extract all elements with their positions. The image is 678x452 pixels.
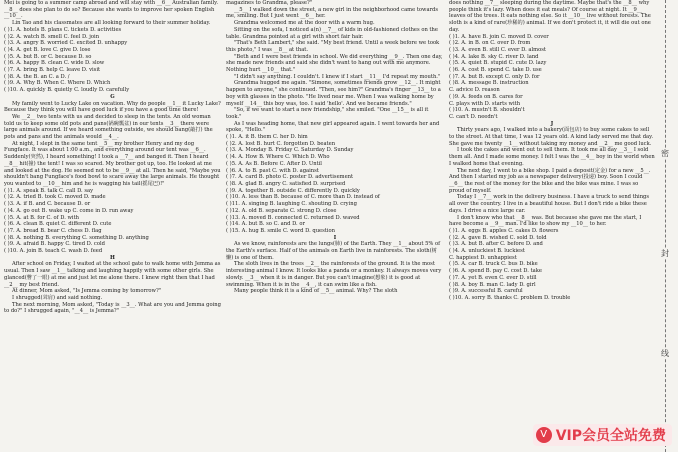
paragraph: Today I __7__ work in the delivery business. I have a truck to send things all over the country. I live in a beautiful house. But I don't ride a bike these days. I drive a nice large car. xyxy=(449,194,650,214)
options-list-h xyxy=(226,134,444,235)
option-row: ( )2. A. tried B. took C. moved D. made xyxy=(4,194,106,201)
option-row: ( )6. A. happy B. clean C. wide D. slow xyxy=(4,60,105,67)
option-row: ( )9. A. together B. outside C. differently D. quickly xyxy=(226,187,360,194)
section-heading-i: I xyxy=(333,234,337,241)
intro-passage xyxy=(4,0,221,27)
option-row: ( )7. A. bread B. bear C. chess D. flag xyxy=(4,227,102,234)
paragraph: The sloth lives in the trees __2__ the rainforests of the ground. It is the most interesting animal I know. It looks like a panda or a monkey. It always moves very slowly. __3__ when it is in danger. But you can't imagine(想象) it is good at swimming. When it is in the __4__, it can swim like a fish. xyxy=(226,261,442,288)
option-row: ( )15. A. hug B. smile C. word D. question xyxy=(226,227,335,234)
section-heading-j: J xyxy=(550,120,554,127)
option-row: ( )3. A. angry B. worried C. excited D. unhappy xyxy=(4,40,128,47)
option-row: ( )7. A. bring B. help C. leave D. visit xyxy=(4,67,101,74)
option-row: ( )9. A. afraid B. happy C. tired D. cold xyxy=(4,241,105,248)
option-row: ( )10. A. sorry B. thanks C. problem D. trouble xyxy=(449,294,571,301)
option-row: ( )1. A. eggs B. apples C. cakes D. flowers xyxy=(449,227,559,234)
option-row: ( )6. A. cost B. spend C. take D. use xyxy=(449,67,542,74)
option-row: C. advice D. reason xyxy=(449,87,500,94)
option-row: ( )9. A. feeds on B. cares for xyxy=(449,93,523,100)
options-list-g xyxy=(4,188,221,255)
margin-char-mi: 密 xyxy=(661,149,669,158)
option-row: ( )2. A. watch B. smell C. feel D. join xyxy=(4,33,100,40)
section-heading-g: G xyxy=(110,93,115,100)
option-row: ( )7. A. but B. except C. only D. for xyxy=(449,73,540,80)
option-row: ( )5. A. but B. or C. because D. so xyxy=(4,53,92,60)
options-list-i xyxy=(449,34,655,121)
seal-line-divider xyxy=(665,0,667,452)
paragraph: Lin Tao and his classmates are all looking forward to their summer holiday. xyxy=(12,20,211,27)
option-row: ( )1. A. have B. join C. moved D. cover xyxy=(449,33,549,40)
option-row: ( )3. A. if B. and C. because D. or xyxy=(4,201,91,208)
paragraph: The next day, I went to a bike shop. I paid a deposit(定金) for a new __5__. And then I started my job as a newspaper delivery(投递) boy. Soon I could __6__ the rest of the money for the bike and the bike was mine. I was so proud of myself. xyxy=(449,167,651,194)
option-row: ( )3. A. even B. still C. ever D. almost xyxy=(449,46,546,53)
option-row: ( )8. A. the B. an C. a D. / xyxy=(4,73,70,80)
option-row: ( )5. A. As B. Before C. After D. Until xyxy=(226,160,322,167)
passage-j xyxy=(449,127,655,228)
paragraph: My family went to Lucky Lake on vacation. Why do people __1__ it Lucky Lake? Because they think you will have good luck if you have a good time there! xyxy=(4,100,221,114)
option-row: ( )2. A. in B. on C. over D. from xyxy=(449,40,531,47)
margin-char-feng: 封 xyxy=(661,249,669,258)
option-row: ( )11. A. singing B. laughing C. shouting D. crying xyxy=(226,201,357,208)
vip-banner[interactable] xyxy=(533,424,672,446)
option-row: ( )14. A. but B. so C. and D. or xyxy=(226,221,305,228)
paragraph: As I was heading home, that new girl appeared again. I went towards her and spoke, "Hello." xyxy=(226,120,440,134)
paragraph: magazines to Grandma, please?" xyxy=(226,0,313,6)
column-3 xyxy=(449,0,655,452)
option-row: ( )4. A. unluckiest B. luckiest xyxy=(449,248,525,255)
option-row: ( )10. A. mustn't B. shouldn't xyxy=(449,107,525,114)
option-row: ( )13. A. moved B. connected C. returned D. waved xyxy=(226,214,360,221)
paragraph: __5__ I walked down the street, a new girl in the neighborhood came towards me, smiling. But I just went __6__ her. xyxy=(226,6,439,20)
option-row: C. plays with D. starts with xyxy=(449,100,521,107)
vip-banner-text: VIP会员全站免费 xyxy=(555,428,666,444)
vip-icon: V xyxy=(536,427,552,443)
option-row: ( )8. A. glad B. angry C. satisfied D. surprised xyxy=(226,180,346,187)
option-row: ( )10. A. quickly B. quietly C. loudly D. carefully xyxy=(4,87,130,94)
option-row: ( )5. A. car B. truck C. bus D. bike xyxy=(449,261,538,268)
passage-g xyxy=(4,101,221,188)
margin-char-xian: 线 xyxy=(661,349,669,358)
option-row: ( )3. A. Monday B. Friday C. Saturday D. Sunday xyxy=(226,147,354,154)
option-row: ( )10. A. join B. teach C. wash D. feed xyxy=(4,248,103,255)
paragraph: Many people think it is a kind of __5__ animal. Why? The sloth xyxy=(234,288,398,295)
paragraph: "That's Beth Lambert," she said. "My best friend. Until a week before we took this photo," I was __8__ at that. xyxy=(226,40,440,53)
option-row: C. happiest D. unhappiest xyxy=(449,254,517,261)
option-row: ( )3. A. but B. after C. before D. and xyxy=(449,241,543,248)
paragraph: Grandma welcomed me at the door with a warm hug. xyxy=(234,20,375,27)
passage-i xyxy=(226,241,444,295)
option-row: ( )8. A. nothing B. everything C. something D. anything xyxy=(4,234,149,241)
option-row: ( )9. A. Why B. When C. Where D. Which xyxy=(4,80,111,87)
paragraph: Sitting on the sofa, I noticed a(n) __7__ of kids in old-fashioned clothes on the table. Grandma pointed at a girl with short fair hair. xyxy=(226,26,438,40)
paragraph: At dinner, Mom asked, "Is Jemma coming by tomorrow?" xyxy=(12,288,162,295)
paragraph: As we know, rainforests are the lungs(肺) of the Earth. They __1__ about 5% of the Earth's surface. Half of the animals on Earth live in rainforests. The sloth(树懒) is one of them. xyxy=(226,241,441,261)
option-row: ( )8. A. boy B. man C. lady D. girl xyxy=(449,281,536,288)
passage-h xyxy=(4,261,221,315)
paragraph: Thirty years ago, I walked into a bakery(面包店) to buy some cakes to sell to the street. At that time, I was 12 years old. A kind lady served me that day. She gave me twenty __1__ without taking my money and __2__ me good luck. xyxy=(449,127,654,147)
option-row: ( )2. A. lost B. hurt C. forgotten D. beaten xyxy=(226,140,336,147)
option-row: ( )6. A. clean B. quiet C. different D. cute xyxy=(4,221,112,228)
passage-h-continued xyxy=(226,0,444,134)
paragraph: I don't know who that __8__ was. But because she gave me the start, I have become a __9__ man. I'd like to show my __10__ to her. xyxy=(449,214,642,228)
paragraph: I shrugged(耸肩) and said nothing. xyxy=(12,294,103,301)
paragraph: "I didn't say anything. I couldn't. I knew if I start __11__ I'd repeat my mouth." xyxy=(234,73,441,80)
option-row: ( )1. A. it B. them C. her D. him xyxy=(226,134,308,141)
option-row: ( )5. A. quiet B. stupid C. cute D. lazy xyxy=(449,60,547,67)
option-row: ( )12. A. old B. separate C. strong D. close xyxy=(226,207,337,214)
column-1 xyxy=(4,0,221,452)
paragraph: We __2__ two tents with us and decided to sleep in the tents. An old woman told us to keep some old pots and pans(锅碗瓢盆) in our tents __3__ there were large animals around. If we heard something outside, we should bang(敲打) the pots and pans and the animals would __4__. xyxy=(4,113,213,141)
option-row: ( )4. A. get B. love C. give D. lose xyxy=(4,46,91,53)
option-row: ( )8. A. message B. instruction xyxy=(449,80,529,87)
option-row: ( )4. A. lake B. sky C. river D. land xyxy=(449,53,539,60)
option-row: ( )1. A. hotels B. plans C. tickets D. activities xyxy=(4,26,122,33)
paragraph: I took the cakes and went out to sell them. It took me all day __3__ I sold them all. And I made some money. I felt I was the __4__ boy in the world when I walked home that evening. xyxy=(449,147,655,167)
options-list-j xyxy=(449,228,655,302)
option-row: ( )7. A. card B. photo C. poster D. advertisement xyxy=(226,174,354,181)
paragraph: Grandma hugged me again. "Simone, sometimes friends grow __12__. It might happen to anyone," she continued. "Then, see him?" Grandma's finger __13__ to a boy with glasses in the photo. "He lived near me. When I was walking home by myself __14__ this boy was, too. I said 'hello'. And we became friends." xyxy=(226,80,441,107)
option-row: ( )5. A. at B. for C. of D. with xyxy=(4,214,80,221)
option-row: ( )2. A. gave B. wished C. sold D. told xyxy=(449,234,547,241)
paragraph: At night, I slept in the same tent __5__ my brother Henry and my dog Fungface. It was about 1:00 a.m., and everything around our tent was __6__. Suddenly(突然), I heard something! I took a __7__ and banged it. Then I heard __8__ hit(撞) the tent! I was so scared. My brother got up, too. He looked at me and looked at the dog. He seemed not to be __9__ at all. Then he said, "Maybe you shouldn't bang Fungface's food bowl to scare away the large animals. He thought you wanted to __10__ him and he is wagging his tail(摇尾巴)!" xyxy=(4,140,221,187)
section-heading-h: H xyxy=(110,254,115,261)
option-row: ( )6. A. spend B. pay C. cost D. take xyxy=(449,268,542,275)
option-row: ( )7. A. yet B. even C. ever D. still xyxy=(449,274,537,281)
paragraph: After school on Friday, I waited at the school gate to walk home with Jemma as usual. Then I saw __1__ talking and laughing happily with some other girls. She glanced(瞥了一眼) at me and just let me alone there. I knew right then that I had __2__ my best friend. xyxy=(4,261,221,288)
option-row: ( )4. A. go out B. wake up C. come in D. run away xyxy=(4,207,134,214)
paragraph: does nothing __7__ sleeping during the daytime. Maybe that's the __8__ why people think it's lazy. When does it eat meals? Of course at night. It __9__ leaves of the trees. It eats nothing else. So it __10__ live without forests. The sloth is a kind of rare(珍稀的) animal. If we don't protect it, it will die out one day. xyxy=(449,0,651,33)
option-row: C. can't D. needn't xyxy=(449,113,498,120)
paragraph: Mei is going to a summer camp abroad and will stay with __6__ Australian family. __8__ does she plan to do so? Because she wants to improve her spoken English __10__. xyxy=(4,0,219,20)
option-row: ( )10. A. less than B. because of C. more than D. instead of xyxy=(226,194,380,201)
paragraph: "So, if we want to start a new friendship," she smiled. "One __15__ is all it took." xyxy=(226,107,429,120)
option-row: ( )9. A. successful B. careful xyxy=(449,288,523,295)
option-row: ( )4. A. How B. Where C. Which D. Who xyxy=(226,154,330,161)
paragraph: The next morning, Mom asked, "Today is __3__. What are you and Jemma going to do?" I shrugged again, "__4__ is Jemma?" xyxy=(4,301,221,315)
options-list-f xyxy=(4,27,221,94)
option-row: ( )6. A. to B. past C. with D. against xyxy=(226,167,319,174)
passage-i-continued xyxy=(449,0,655,34)
option-row: ( )1. A. speak B. talk C. call D. say xyxy=(4,187,94,194)
column-2 xyxy=(226,0,444,452)
paragraph: "Beth and I were best friends in school. We did everything __9__. Then one day, she made new friends and said she didn't want to hang out with me anymore. Nothing hurt __10__ that." xyxy=(226,53,443,74)
